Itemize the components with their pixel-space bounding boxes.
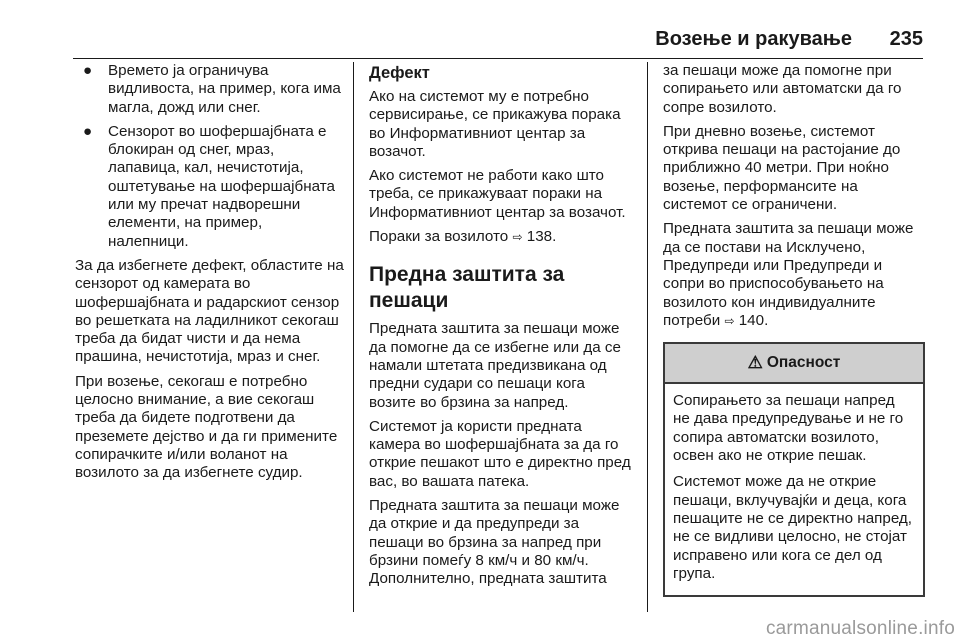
column-divider-2 xyxy=(647,62,648,612)
paragraph: За да избегнете дефект, областите на сензорот од камерата во шофершајбната и радарскиот сензор во решетката на ладилникот секогаш треба да бидат чисти и да нема прашина, нечистотија, мраз и снег. xyxy=(75,256,344,366)
cross-reference xyxy=(369,228,634,246)
xref-text: Пораки за возилото xyxy=(369,228,509,246)
column-1 xyxy=(75,62,345,489)
xref-page[interactable]: 140. xyxy=(738,311,769,329)
paragraph-text: Предната заштита за пешаци може да се постави на Исклучено, Предупреди или Предупреди и сопри во приспособувањето на возилото кон индивидуалните потреби xyxy=(663,220,914,329)
warning-box xyxy=(663,342,925,597)
warning-paragraph: Системот може да не открие пешаци, вклучувајќи и деца, кога пешаците не се директно напред, не се видливи целосно, не стојат исправено или кога се дел од група. xyxy=(673,473,913,582)
paragraph: Предната заштита за пешаци може да помогне да се избегне или да се намали штетата предизвикана од предни судари со пешаци кога возите во брзина за напред. xyxy=(369,320,621,411)
paragraph: Ако на системот му е потребно сервисирање, се прикажува порака во Информативниот центар за возачот. xyxy=(369,88,621,160)
header-rule xyxy=(73,58,923,59)
bullet-dot-icon: ● xyxy=(83,122,93,140)
column-3 xyxy=(663,62,925,597)
chapter-title: Возење и ракување xyxy=(655,28,852,50)
paragraph: Ако системот не работи како што треба, се прикажуваат пораки на Информативниот центар за возачот. xyxy=(369,167,626,221)
xref-page[interactable]: 138. xyxy=(526,228,557,246)
section-heading: Предна заштита за пешаци xyxy=(369,263,565,313)
warning-triangle-icon: ⚠ xyxy=(747,353,763,372)
bullet-dot-icon: ● xyxy=(83,62,93,79)
paragraph: за пешаци може да помогне при сопирањето или автоматски да го сопре возилото. xyxy=(663,62,902,116)
xref-arrow-icon: ⇨ xyxy=(512,230,523,245)
column-2 xyxy=(369,62,634,595)
paragraph-with-xref xyxy=(663,220,925,330)
warning-paragraph: Сопирањето за пешаци напред не дава предупредување и не го сопира автоматски возилото, освен ако не открие пешак. xyxy=(673,392,904,465)
bullet-text: Сензорот во шофершајбната е блокиран од снег, мраз, лапавица, кал, нечистотија, оштетување на шофершајбната или му пречат надворешни елементи, на пример, налепници. xyxy=(108,122,335,250)
xref-arrow-icon: ⇨ xyxy=(724,313,735,328)
warning-header xyxy=(665,344,923,384)
page-number: 235 xyxy=(889,28,923,50)
page-header xyxy=(0,28,960,58)
watermark: carmanualsonline.info xyxy=(765,618,955,639)
bullet-item xyxy=(75,62,345,117)
warning-body xyxy=(665,384,923,595)
bullet-item xyxy=(75,123,345,251)
paragraph: Предната заштита за пешаци може да открие и да предупреди за пешаци во брзина за напред при брзини помеѓу 8 км/ч и 80 км/ч. Дополнително, предната заштита xyxy=(369,497,620,588)
paragraph: При возење, секогаш е потребно целосно внимание, а вие секогаш треба да бидете подготвени да преземете дејство и да ги примените сопирачките и/или воланот на возилото за да избегнете судир. xyxy=(75,372,338,482)
paragraph: При дневно возење, системот открива пешаци на растојание до приближно 40 метри. При ноќно возење, перформансите на системот се ограничени. xyxy=(663,122,901,214)
warning-title: Опасност xyxy=(766,354,841,371)
paragraph: Системот ја користи предната камера во шофершајбната за да го открие пешакот што е директно пред вас, во вашата патека. xyxy=(369,417,631,490)
bullet-text: Времето ја ограничува видливоста, на пример, кога има магла, дожд или снег. xyxy=(108,62,341,116)
malfunction-heading: Дефект xyxy=(369,64,430,82)
column-divider-1 xyxy=(353,62,354,612)
